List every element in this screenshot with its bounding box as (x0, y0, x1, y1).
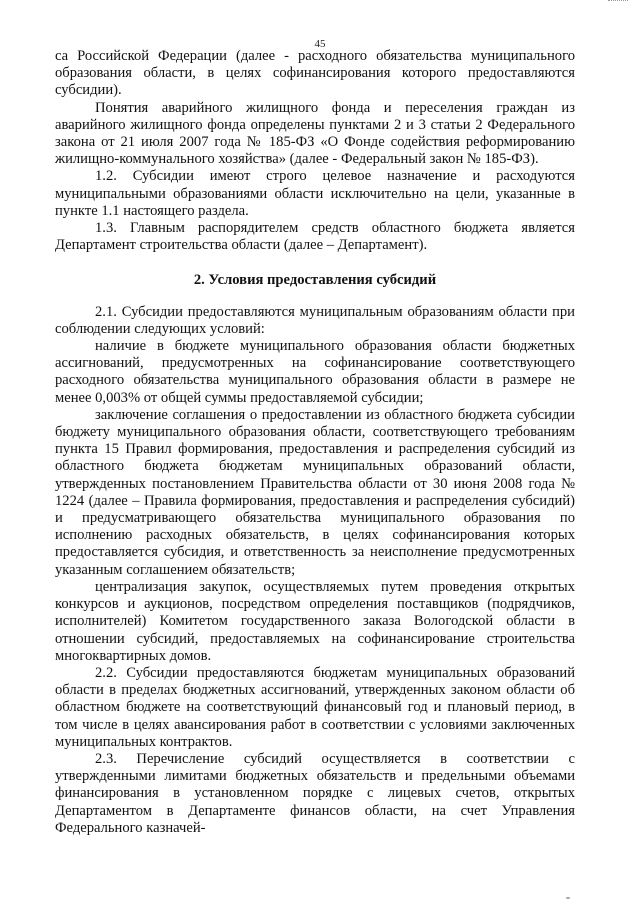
paragraph-2-1: 2.1. Субсидии предоставляются муниципальным образованиям области при соблюдении следующих условий: (55, 303, 575, 337)
paragraph-condition-budget: наличие в бюджете муниципального образования области бюджетных ассигнований, предусмотренных на софинансирование соответствующего расходного обязательства муниципального образования области в размере не менее 0,003% от общей суммы предоставляемой субсидии; (55, 338, 575, 406)
paragraph-condition-agreement: заключение соглашения о предоставлении из областного бюджета субсидии бюджету муниципального образования области, соответствующего требованиям пункта 15 Правил формирования, предоставления и распределения субсидий из областного бюджета бюджетам муниципальных образований области, утвержденных постановлением Правительства области от 30 июня 2008 года № 1224 (далее – Правила формирования, предоставления и распределения субсидий) и предусматривающего обязательства муниципального образования по исполнению расходных обязательств, в целях софинансирования которых предоставляется субсидия, и ответственность за неисполнение предусмотренных указанным соглашением обязательств; (55, 406, 575, 578)
paragraph-continuation: са Российской Федерации (далее - расходного обязательства муниципального образования области, в целях софинансирования которого предоставляются субсидии). (55, 48, 575, 99)
paragraph-condition-procurement: централизация закупок, осуществляемых путем проведения открытых конкурсов и аукционов, посредством определения поставщиков (подрядчиков, исполнителей) Комитетом государственного заказа Вологодской области в отношении субсидий, предоставляемых на софинансирование строительства многоквартирных домов. (55, 578, 575, 664)
scan-mark (608, 0, 628, 4)
section-heading: 2. Условия предоставления субсидий (193, 272, 437, 289)
paragraph-definitions: Понятия аварийного жилищного фонда и переселения граждан из аварийного жилищного фонда определены пунктами 2 и 3 статьи 2 Федерального закона от 21 июля 2007 года № 185-ФЗ «О Фонде содействия реформированию жилищно-коммунального хозяйства» (далее - Федеральный закон № 185-ФЗ). (55, 99, 575, 168)
paragraph-1-3: 1.3. Главным распорядителем средств областного бюджета является Департамент строительства области (далее – Департамент). (55, 220, 575, 254)
page-number: 45 (314, 38, 326, 50)
paragraph-2-3: 2.3. Перечисление субсидий осуществляется в соответствии с утвержденными лимитами бюджетных обязательств и предельными объемами финансирования в установленном порядке с лицевых счетов, открытых Департаментом в Департаменте финансов области, на счет Управления Федерального казначей- (55, 750, 575, 836)
document-body (55, 48, 575, 837)
paragraph-1-2: 1.2. Субсидии имеют строго целевое назначение и расходуются муниципальными образованиями области исключительно на цели, указанные в пункте 1.1 настоящего раздела. (55, 168, 575, 219)
scan-speck (566, 897, 570, 899)
paragraph-2-2: 2.2. Субсидии предоставляются бюджетам муниципальных образований области в пределах бюджетных ассигнований, утвержденных законом области об областном бюджете на соответствующий финансовый год и плановый период, в том числе в целях авансирования работ в соответствии с условиями заключенных муниципальных контрактов. (55, 664, 575, 750)
